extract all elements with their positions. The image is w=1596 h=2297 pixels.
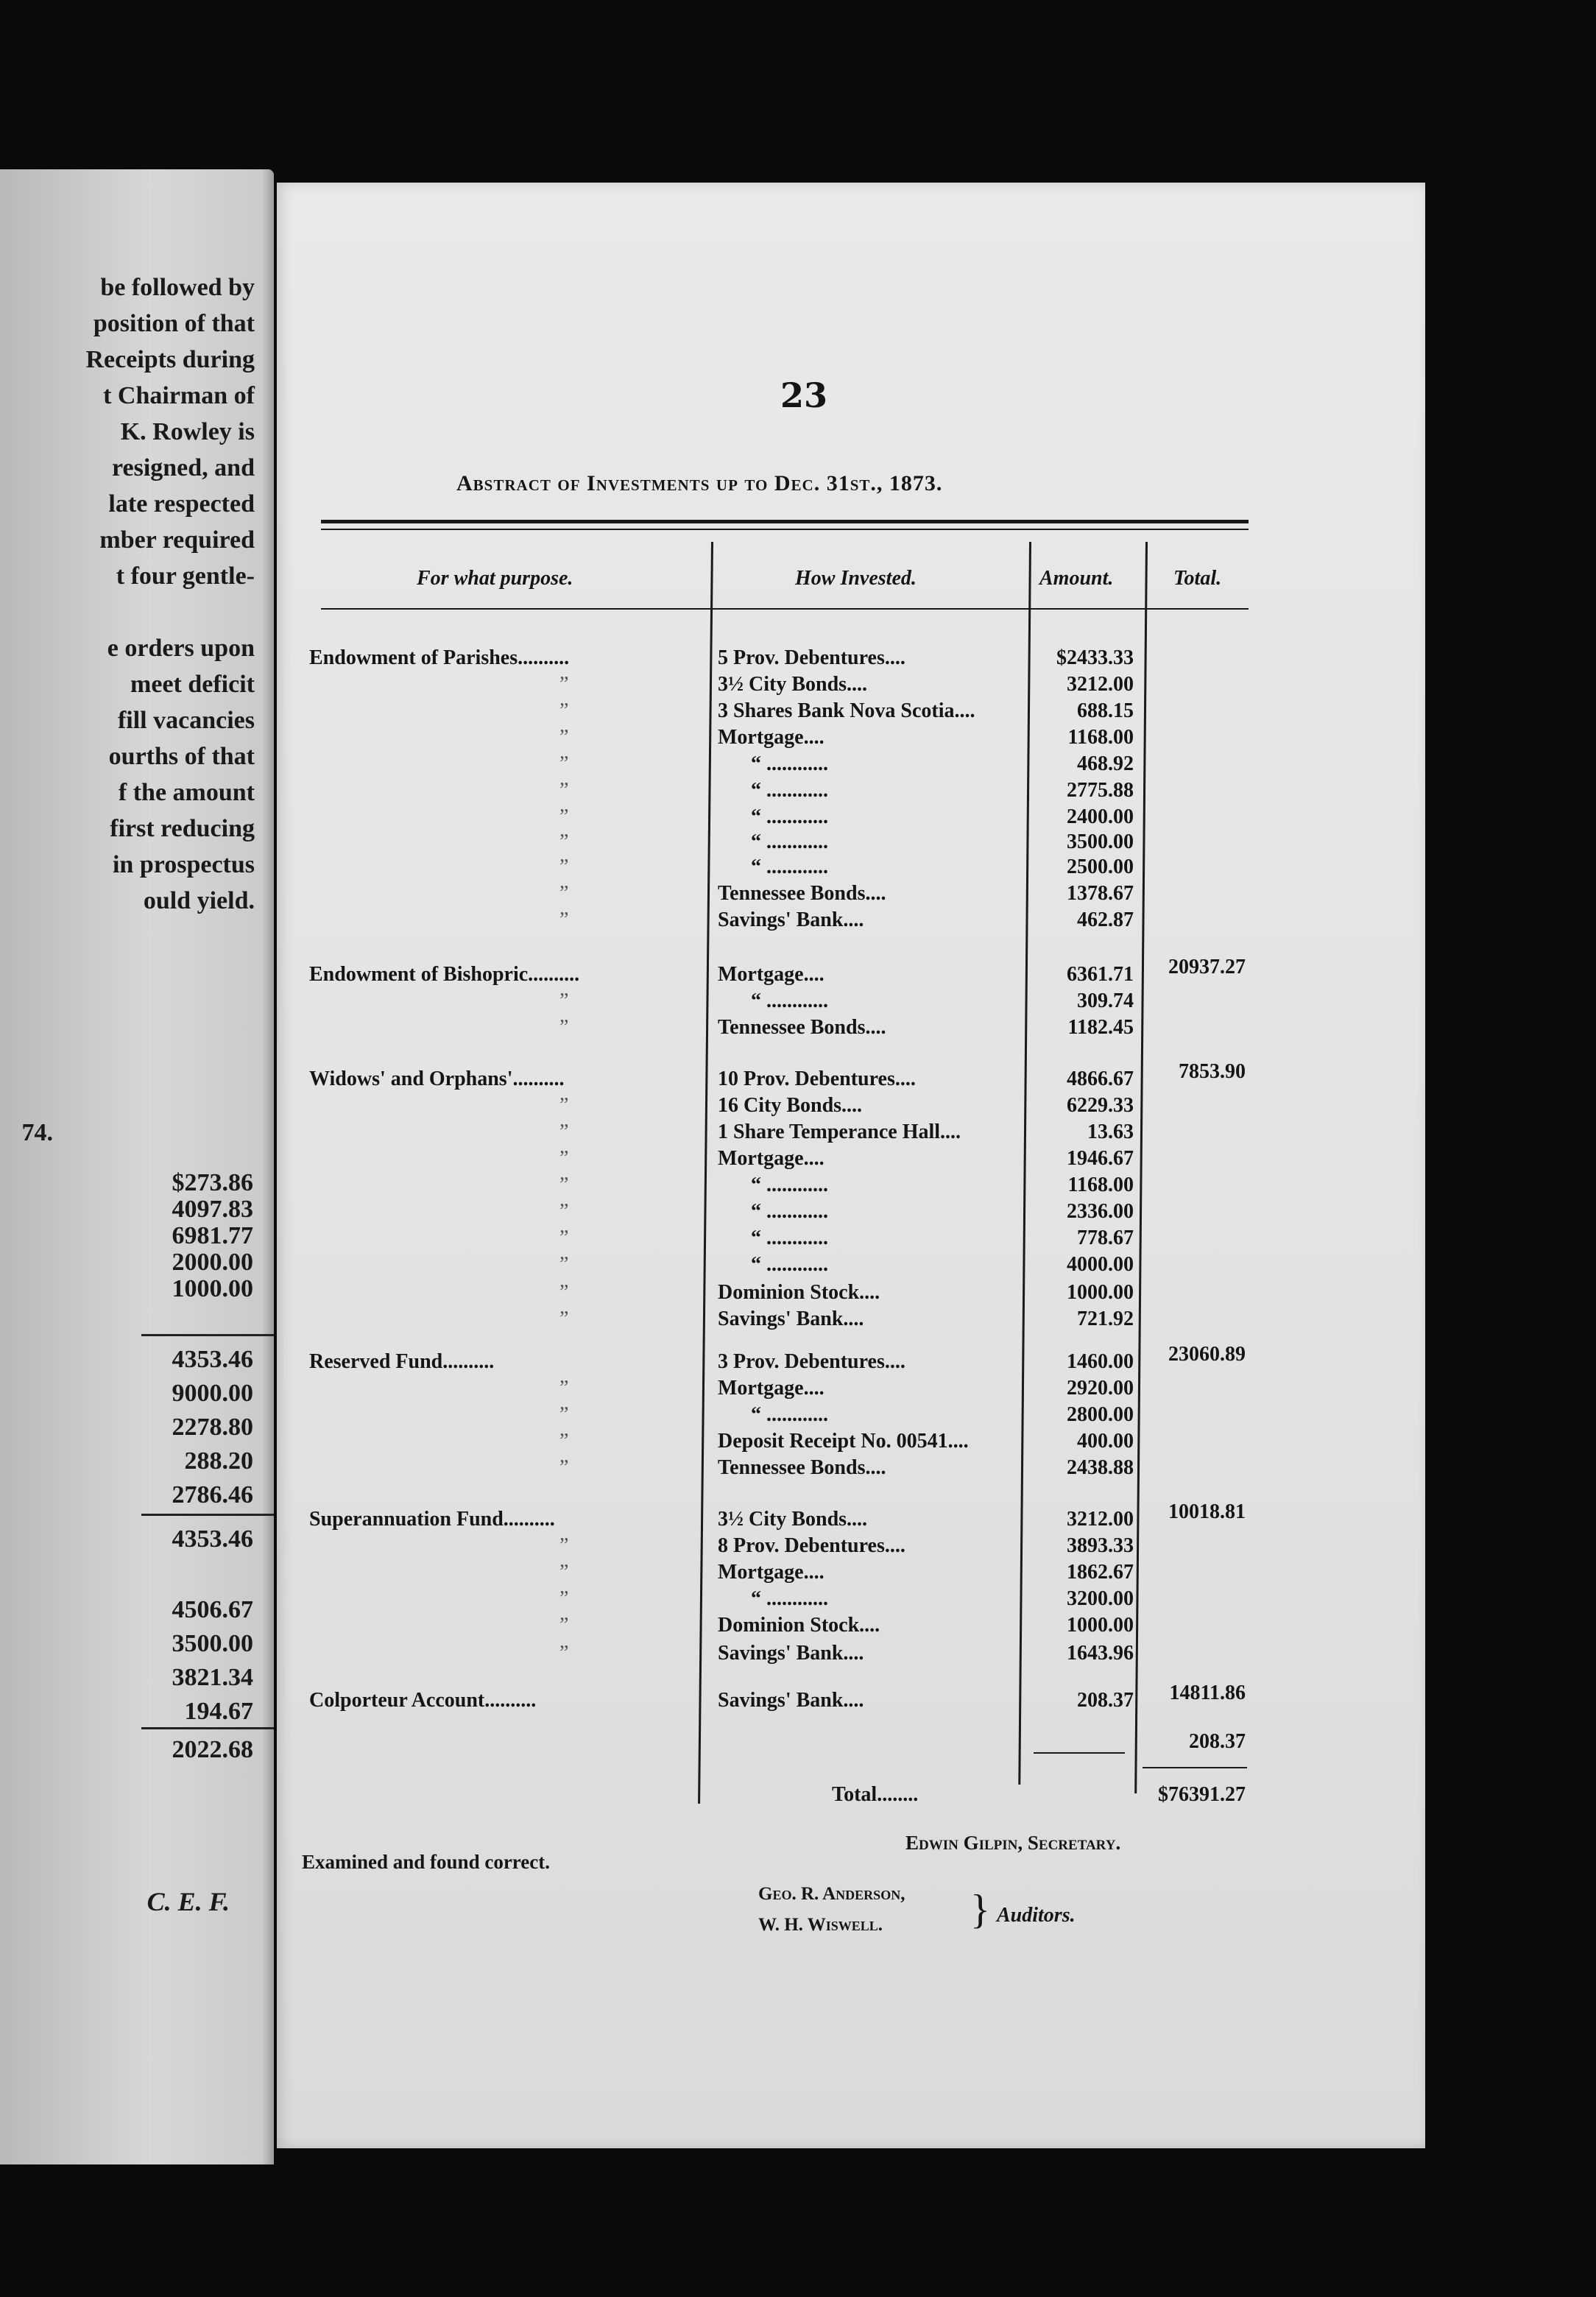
header-rule-thick xyxy=(321,520,1249,523)
facing-page-amount: 9000.00 xyxy=(172,1380,253,1407)
how-invested-label: “ xyxy=(751,779,761,802)
row-amount: 2775.88 xyxy=(1067,779,1134,802)
how-invested-label: Mortgage xyxy=(718,1561,804,1584)
ditto-mark: ” xyxy=(559,882,569,905)
row-amount: 1168.00 xyxy=(1067,1174,1134,1196)
page-number: 23 xyxy=(780,375,828,415)
row-total: 20937.27 xyxy=(1168,956,1246,978)
ditto-mark: ” xyxy=(559,1174,569,1196)
facing-page-signature: C. E. F. xyxy=(146,1887,230,1916)
ditto-mark: ” xyxy=(559,1587,569,1610)
how-invested-label: 1 Share Temperance Hall xyxy=(718,1121,941,1143)
row-how-invested: “ ............ xyxy=(751,805,828,828)
row-amount: 1862.67 xyxy=(1067,1561,1134,1584)
how-invested-label: Deposit Receipt No. 00541 xyxy=(718,1430,948,1453)
row-purpose: Endowment of Bishopric.......... xyxy=(309,963,580,986)
ditto-mark: ” xyxy=(559,805,569,828)
facing-page-line: fill vacancies xyxy=(117,707,255,734)
col-header-amount: Amount. xyxy=(1039,567,1114,590)
grand-total-label: Total........ xyxy=(832,1783,919,1806)
purpose-label: Colporteur Account xyxy=(309,1689,485,1712)
ditto-mark: ” xyxy=(559,1147,569,1170)
row-purpose: Endowment of Parishes.......... xyxy=(309,646,570,669)
how-invested-label: Savings' Bank xyxy=(718,1689,844,1712)
ditto-mark: ” xyxy=(559,1281,569,1304)
row-how-invested: Tennessee Bonds.... xyxy=(718,1016,886,1039)
ditto-mark: ” xyxy=(559,1614,569,1637)
row-amount: 309.74 xyxy=(1077,989,1134,1012)
grand-total: $76391.27 xyxy=(1158,1783,1246,1806)
row-how-invested: “ ............ xyxy=(751,1200,828,1223)
ditto-mark: ” xyxy=(559,1121,569,1143)
purpose-label: Superannuation Fund xyxy=(309,1508,504,1531)
row-amount: 2400.00 xyxy=(1067,805,1134,828)
row-amount: 208.37 xyxy=(1077,1689,1134,1712)
ditto-mark: ” xyxy=(559,989,569,1012)
row-amount: 1000.00 xyxy=(1067,1281,1134,1304)
row-amount: 3212.00 xyxy=(1067,1508,1134,1531)
row-amount: 2336.00 xyxy=(1067,1200,1134,1223)
row-amount: 3500.00 xyxy=(1067,830,1134,853)
ditto-mark: ” xyxy=(559,1456,569,1479)
page-gutter xyxy=(261,169,274,2164)
facing-page-total: 4353.46 xyxy=(172,1525,253,1553)
facing-page-amount: 288.20 xyxy=(184,1447,253,1475)
ditto-mark: ” xyxy=(559,726,569,749)
row-amount: 1000.00 xyxy=(1067,1614,1134,1637)
row-how-invested: “ ............ xyxy=(751,1403,828,1426)
grand-total-label-text: Total xyxy=(832,1783,878,1806)
row-amount: 3893.33 xyxy=(1067,1534,1134,1557)
ditto-mark: ” xyxy=(559,1094,569,1117)
how-invested-label: “ xyxy=(751,752,761,775)
auditor-2: W. H. Wiswell. xyxy=(758,1915,883,1935)
row-amount: 6229.33 xyxy=(1067,1094,1134,1117)
row-total: 7853.90 xyxy=(1179,1060,1246,1083)
ditto-mark: ” xyxy=(559,1308,569,1330)
row-how-invested: Tennessee Bonds.... xyxy=(718,1456,886,1479)
auditor-1: Geo. R. Anderson, xyxy=(758,1884,905,1904)
row-how-invested: 3 Shares Bank Nova Scotia.... xyxy=(718,699,975,722)
row-how-invested: Mortgage.... xyxy=(718,1147,825,1170)
facing-page-line: t four gentle- xyxy=(116,562,255,590)
row-how-invested: Savings' Bank.... xyxy=(718,1308,864,1330)
facing-page-line: e orders upon xyxy=(107,635,255,662)
facing-page-amount: 4353.46 xyxy=(172,1346,253,1373)
how-invested-label: “ xyxy=(751,989,761,1012)
ditto-mark: ” xyxy=(559,1200,569,1223)
row-total: 10018.81 xyxy=(1168,1500,1246,1523)
how-invested-label: 3½ City Bonds xyxy=(718,1508,847,1531)
auditors-label: Auditors. xyxy=(997,1904,1076,1927)
row-amount: 1946.67 xyxy=(1067,1147,1134,1170)
row-how-invested: “ ............ xyxy=(751,1253,828,1276)
how-invested-label: Savings' Bank xyxy=(718,908,844,931)
facing-page-rule xyxy=(141,1514,274,1516)
row-amount: 721.92 xyxy=(1077,1308,1134,1330)
ditto-mark: ” xyxy=(559,779,569,802)
row-how-invested: 1 Share Temperance Hall.... xyxy=(718,1121,961,1143)
ditto-mark: ” xyxy=(559,1561,569,1584)
ditto-mark: ” xyxy=(559,855,569,878)
facing-page-amount: $273.86 xyxy=(172,1169,253,1196)
facing-page-amount: 194.67 xyxy=(184,1698,253,1725)
colporteur-total: 208.37 xyxy=(1189,1730,1246,1753)
how-invested-label: “ xyxy=(751,805,761,828)
total-rule xyxy=(1143,1767,1247,1768)
row-how-invested: Savings' Bank.... xyxy=(718,908,864,931)
purpose-label: Endowment of Bishopric xyxy=(309,963,529,986)
row-amount: 1168.00 xyxy=(1067,726,1134,749)
how-invested-label: “ xyxy=(751,1403,761,1426)
row-how-invested: 10 Prov. Debentures.... xyxy=(718,1068,916,1090)
ditto-mark: ” xyxy=(559,908,569,931)
facing-page-line: in prospectus xyxy=(112,851,255,878)
ditto-mark: ” xyxy=(559,1016,569,1039)
row-amount: 3212.00 xyxy=(1067,673,1134,696)
how-invested-label: 3 Shares Bank Nova Scotia xyxy=(718,699,955,722)
row-how-invested: “ ............ xyxy=(751,752,828,775)
ditto-mark: ” xyxy=(559,673,569,696)
row-how-invested: “ ............ xyxy=(751,1174,828,1196)
row-amount: 6361.71 xyxy=(1067,963,1134,986)
ditto-mark: ” xyxy=(559,1253,569,1276)
ditto-mark: ” xyxy=(559,1403,569,1426)
row-amount: 400.00 xyxy=(1077,1430,1134,1453)
facing-page-rule xyxy=(141,1334,274,1336)
ditto-mark: ” xyxy=(559,1377,569,1400)
row-how-invested: Deposit Receipt No. 00541.... xyxy=(718,1430,969,1453)
row-how-invested: 16 City Bonds.... xyxy=(718,1094,863,1117)
facing-page-line: K. Rowley is xyxy=(120,418,255,445)
row-how-invested: Mortgage.... xyxy=(718,1561,825,1584)
row-total: 23060.89 xyxy=(1168,1343,1246,1366)
row-amount: 13.63 xyxy=(1087,1121,1134,1143)
col-header-total: Total. xyxy=(1173,567,1222,590)
row-amount: 2438.88 xyxy=(1067,1456,1134,1479)
ditto-mark: ” xyxy=(559,1227,569,1249)
how-invested-label: Savings' Bank xyxy=(718,1308,844,1330)
facing-page-line: resigned, and xyxy=(112,454,255,481)
ditto-mark: ” xyxy=(559,1430,569,1453)
ditto-mark: ” xyxy=(559,1642,569,1665)
facing-page-amount: 3500.00 xyxy=(172,1630,253,1657)
how-invested-label: “ xyxy=(751,1587,761,1610)
how-invested-label: “ xyxy=(751,1174,761,1196)
how-invested-label: Tennessee Bonds xyxy=(718,1016,866,1039)
facing-page-amount: 4097.83 xyxy=(172,1196,253,1223)
row-how-invested: Dominion Stock.... xyxy=(718,1281,880,1304)
facing-page-line: Receipts during xyxy=(85,346,255,373)
how-invested-label: Dominion Stock xyxy=(718,1614,860,1637)
row-amount: 1378.67 xyxy=(1067,882,1134,905)
facing-page-total: 2022.68 xyxy=(172,1736,253,1763)
row-how-invested: Savings' Bank.... xyxy=(718,1642,864,1665)
facing-page-line: t Chairman of xyxy=(103,382,255,409)
facing-page-line: mber required xyxy=(99,526,255,554)
how-invested-label: “ xyxy=(751,1253,761,1276)
row-amount: $2433.33 xyxy=(1056,646,1134,669)
row-amount: 688.15 xyxy=(1077,699,1134,722)
ditto-mark: ” xyxy=(559,1534,569,1557)
purpose-label: Endowment of Parishes xyxy=(309,646,518,669)
facing-page-line: ould yield. xyxy=(143,887,255,914)
row-how-invested: “ ............ xyxy=(751,1587,828,1610)
row-amount: 3200.00 xyxy=(1067,1587,1134,1610)
brace: } xyxy=(970,1887,990,1933)
how-invested-label: Savings' Bank xyxy=(718,1642,844,1665)
how-invested-label: Mortgage xyxy=(718,1377,804,1400)
how-invested-label: 3 Prov. Debentures xyxy=(718,1350,885,1373)
how-invested-label: 10 Prov. Debentures xyxy=(718,1068,895,1090)
how-invested-label: 5 Prov. Debentures xyxy=(718,646,885,669)
facing-page-amount: 2000.00 xyxy=(172,1249,253,1276)
examined-note: Examined and found correct. xyxy=(302,1851,551,1873)
row-amount: 468.92 xyxy=(1077,752,1134,775)
row-how-invested: Tennessee Bonds.... xyxy=(718,882,886,905)
row-how-invested: “ ............ xyxy=(751,989,828,1012)
row-how-invested: Savings' Bank.... xyxy=(718,1689,864,1712)
row-how-invested: 3½ City Bonds.... xyxy=(718,1508,868,1531)
row-amount: 462.87 xyxy=(1077,908,1134,931)
row-how-invested: 8 Prov. Debentures.... xyxy=(718,1534,905,1557)
subtotal-rule xyxy=(1034,1752,1125,1754)
how-invested-label: “ xyxy=(751,1227,761,1249)
row-amount: 4000.00 xyxy=(1067,1253,1134,1276)
how-invested-label: Tennessee Bonds xyxy=(718,882,866,905)
row-how-invested: “ ............ xyxy=(751,830,828,853)
facing-page-amount: 1000.00 xyxy=(172,1275,253,1302)
how-invested-label: 8 Prov. Debentures xyxy=(718,1534,885,1557)
facing-page-amount: 6981.77 xyxy=(172,1222,253,1249)
facing-page-rule xyxy=(141,1727,274,1729)
page-title: Abstract of Investments up to Dec. 31st., 1873. xyxy=(456,471,943,495)
facing-page-line: meet deficit xyxy=(130,671,255,698)
facing-page-line: ourths of that xyxy=(108,743,255,770)
how-invested-label: Mortgage xyxy=(718,1147,804,1170)
how-invested-label: 16 City Bonds xyxy=(718,1094,842,1117)
facing-page-line: first reducing xyxy=(110,815,255,842)
purpose-label: Reserved Fund xyxy=(309,1350,443,1373)
facing-page xyxy=(0,169,274,2164)
how-invested-label: Mortgage xyxy=(718,963,804,986)
facing-page-amount: 2786.46 xyxy=(172,1481,253,1509)
ditto-mark: ” xyxy=(559,699,569,722)
how-invested-label: 3½ City Bonds xyxy=(718,673,847,696)
row-amount: 1182.45 xyxy=(1067,1016,1134,1039)
row-amount: 2500.00 xyxy=(1067,855,1134,878)
row-amount: 2800.00 xyxy=(1067,1403,1134,1426)
row-purpose: Widows' and Orphans'.......... xyxy=(309,1068,565,1090)
ditto-mark: ” xyxy=(559,752,569,775)
row-how-invested: Mortgage.... xyxy=(718,726,825,749)
facing-page-line: f the amount xyxy=(118,779,255,806)
ditto-mark: ” xyxy=(559,830,569,853)
row-purpose: Reserved Fund.......... xyxy=(309,1350,495,1373)
how-invested-label: Tennessee Bonds xyxy=(718,1456,866,1479)
col-header-purpose: For what purpose. xyxy=(417,567,573,590)
row-how-invested: “ ............ xyxy=(751,779,828,802)
facing-page-amount: 3821.34 xyxy=(172,1664,253,1691)
how-invested-label: Dominion Stock xyxy=(718,1281,860,1304)
column-header-rule xyxy=(321,608,1249,610)
row-how-invested: 3 Prov. Debentures.... xyxy=(718,1350,905,1373)
row-amount: 1643.96 xyxy=(1067,1642,1134,1665)
facing-page-year: 74. xyxy=(21,1119,53,1146)
secretary-signature: Edwin Gilpin, Secretary. xyxy=(905,1832,1121,1854)
facing-page-line: position of that xyxy=(93,310,255,337)
how-invested-label: “ xyxy=(751,1200,761,1223)
row-amount: 2920.00 xyxy=(1067,1377,1134,1400)
row-how-invested: Mortgage.... xyxy=(718,963,825,986)
how-invested-label: “ xyxy=(751,855,761,878)
row-how-invested: Dominion Stock.... xyxy=(718,1614,880,1637)
row-how-invested: Mortgage.... xyxy=(718,1377,825,1400)
col-header-how: How Invested. xyxy=(795,567,917,590)
purpose-label: Widows' and Orphans' xyxy=(309,1068,513,1090)
row-amount: 1460.00 xyxy=(1067,1350,1134,1373)
row-how-invested: 5 Prov. Debentures.... xyxy=(718,646,905,669)
facing-page-amount: 4506.67 xyxy=(172,1596,253,1623)
row-how-invested: “ ............ xyxy=(751,1227,828,1249)
facing-page-line: be followed by xyxy=(100,274,255,301)
row-purpose: Colporteur Account.......... xyxy=(309,1689,537,1712)
how-invested-label: Mortgage xyxy=(718,726,804,749)
facing-page-amount: 2278.80 xyxy=(172,1414,253,1441)
bleed-through-text xyxy=(431,212,436,232)
how-invested-label: “ xyxy=(751,830,761,853)
row-purpose: Superannuation Fund.......... xyxy=(309,1508,555,1531)
facing-page-line: late respected xyxy=(108,490,255,518)
row-how-invested: “ ............ xyxy=(751,855,828,878)
row-amount: 778.67 xyxy=(1077,1227,1134,1249)
row-how-invested: 3½ City Bonds.... xyxy=(718,673,868,696)
row-amount: 4866.67 xyxy=(1067,1068,1134,1090)
row-total: 14811.86 xyxy=(1169,1682,1246,1704)
header-rule-thin xyxy=(321,529,1249,530)
